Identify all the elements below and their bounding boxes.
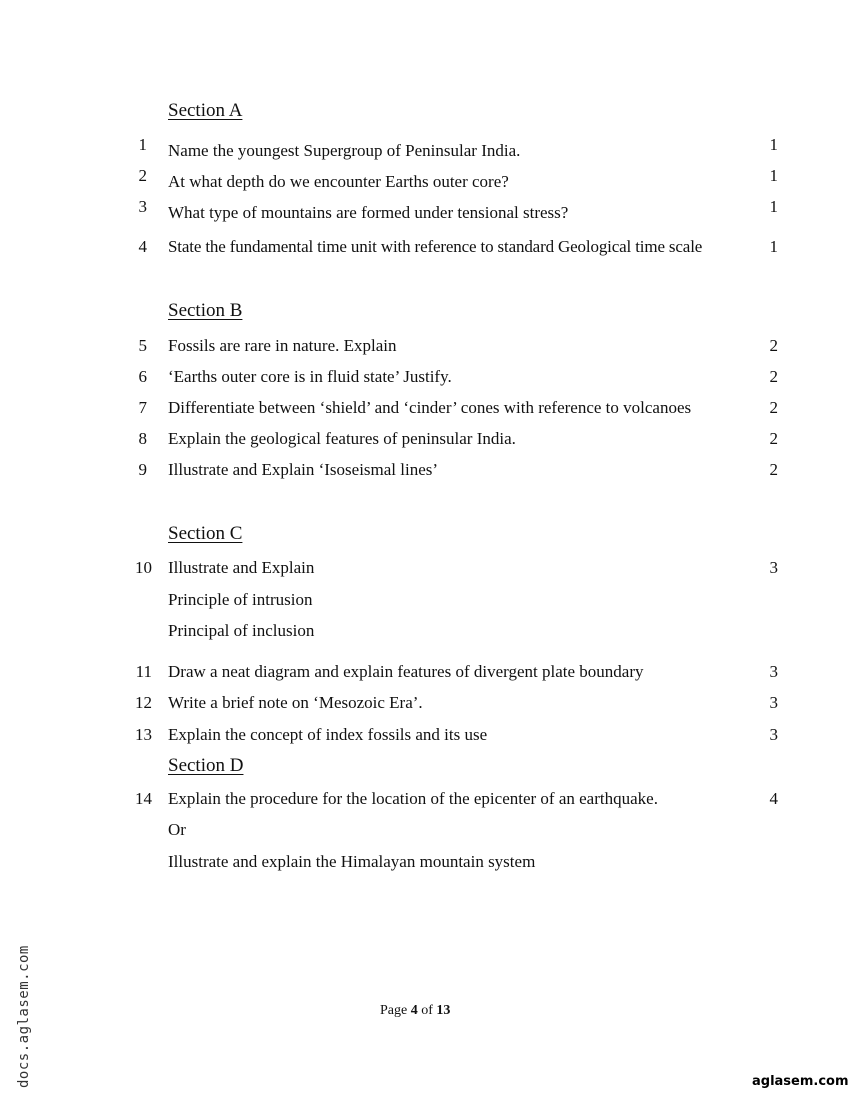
question-text: Write a brief note on ‘Mesozoic Era’. xyxy=(168,693,423,712)
of-word: of xyxy=(421,1003,433,1018)
question-alternative: Illustrate and explain the Himalayan mountain system xyxy=(168,852,536,871)
question-subitem: Principal of inclusion xyxy=(168,621,315,640)
brand-watermark: aglasem.com xyxy=(752,1074,849,1089)
question-or-separator: Or xyxy=(168,820,186,839)
question-text: Fossils are rare in nature. Explain xyxy=(168,336,397,355)
question-text: State the fundamental time unit with reference to standard Geological time scale xyxy=(168,237,703,256)
page-word: Page xyxy=(380,1003,408,1018)
question-text: Illustrate and Explain ‘Isoseismal lines’ xyxy=(168,460,439,479)
question-number: 8 xyxy=(138,429,147,448)
question-number: 6 xyxy=(138,367,147,386)
question-marks: 1 xyxy=(769,135,778,154)
question-marks: 2 xyxy=(769,336,778,355)
question-marks: 3 xyxy=(769,693,778,712)
question-marks: 2 xyxy=(769,460,778,479)
question-marks: 3 xyxy=(769,725,778,744)
section-a-heading: Section A xyxy=(168,100,243,121)
question-marks: 4 xyxy=(769,789,778,808)
question-text: Explain the procedure for the location of the epicenter of an earthquake. xyxy=(168,789,658,808)
question-text: Explain the concept of index fossils and its use xyxy=(168,725,488,744)
question-text: What type of mountains are formed under tensional stress? xyxy=(168,203,569,222)
question-number: 9 xyxy=(138,460,147,479)
question-marks: 3 xyxy=(769,558,778,577)
question-text: At what depth do we encounter Earths outer core? xyxy=(168,172,509,191)
question-marks: 2 xyxy=(769,429,778,448)
question-text: Name the youngest Supergroup of Peninsular India. xyxy=(168,141,521,160)
question-number: 5 xyxy=(138,336,147,355)
question-number: 2 xyxy=(138,166,147,185)
page-current: 4 xyxy=(410,1003,418,1018)
question-text: Illustrate and Explain xyxy=(168,558,315,577)
question-text: Explain the geological features of peninsular India. xyxy=(168,429,516,448)
section-c-heading: Section C xyxy=(168,523,243,544)
question-text: Differentiate between ‘shield’ and ‘cinder’ cones with reference to volcanoes xyxy=(168,398,692,417)
question-marks: 1 xyxy=(769,166,778,185)
question-marks: 1 xyxy=(769,237,778,256)
question-number: 3 xyxy=(138,197,147,216)
question-marks: 2 xyxy=(769,398,778,417)
question-number: 4 xyxy=(138,237,147,256)
question-number: 12 xyxy=(135,693,152,712)
question-number: 7 xyxy=(138,398,147,417)
page-total: 13 xyxy=(436,1003,451,1018)
question-marks: 1 xyxy=(769,197,778,216)
question-text: ‘Earths outer core is in fluid state’ Justify. xyxy=(168,367,452,386)
question-number: 13 xyxy=(135,725,152,744)
question-text: Draw a neat diagram and explain features of divergent plate boundary xyxy=(168,662,644,681)
page-footer xyxy=(380,1003,450,1019)
section-b-heading: Section B xyxy=(168,300,243,321)
question-number: 1 xyxy=(138,135,147,154)
question-number: 14 xyxy=(135,789,152,808)
section-d-heading: Section D xyxy=(168,755,244,776)
question-marks: 2 xyxy=(769,367,778,386)
question-number: 11 xyxy=(135,662,152,681)
question-number: 10 xyxy=(135,558,152,577)
question-marks: 3 xyxy=(769,662,778,681)
vertical-watermark: docs.aglasem.com xyxy=(16,945,32,1088)
question-subitem: Principle of intrusion xyxy=(168,590,313,609)
